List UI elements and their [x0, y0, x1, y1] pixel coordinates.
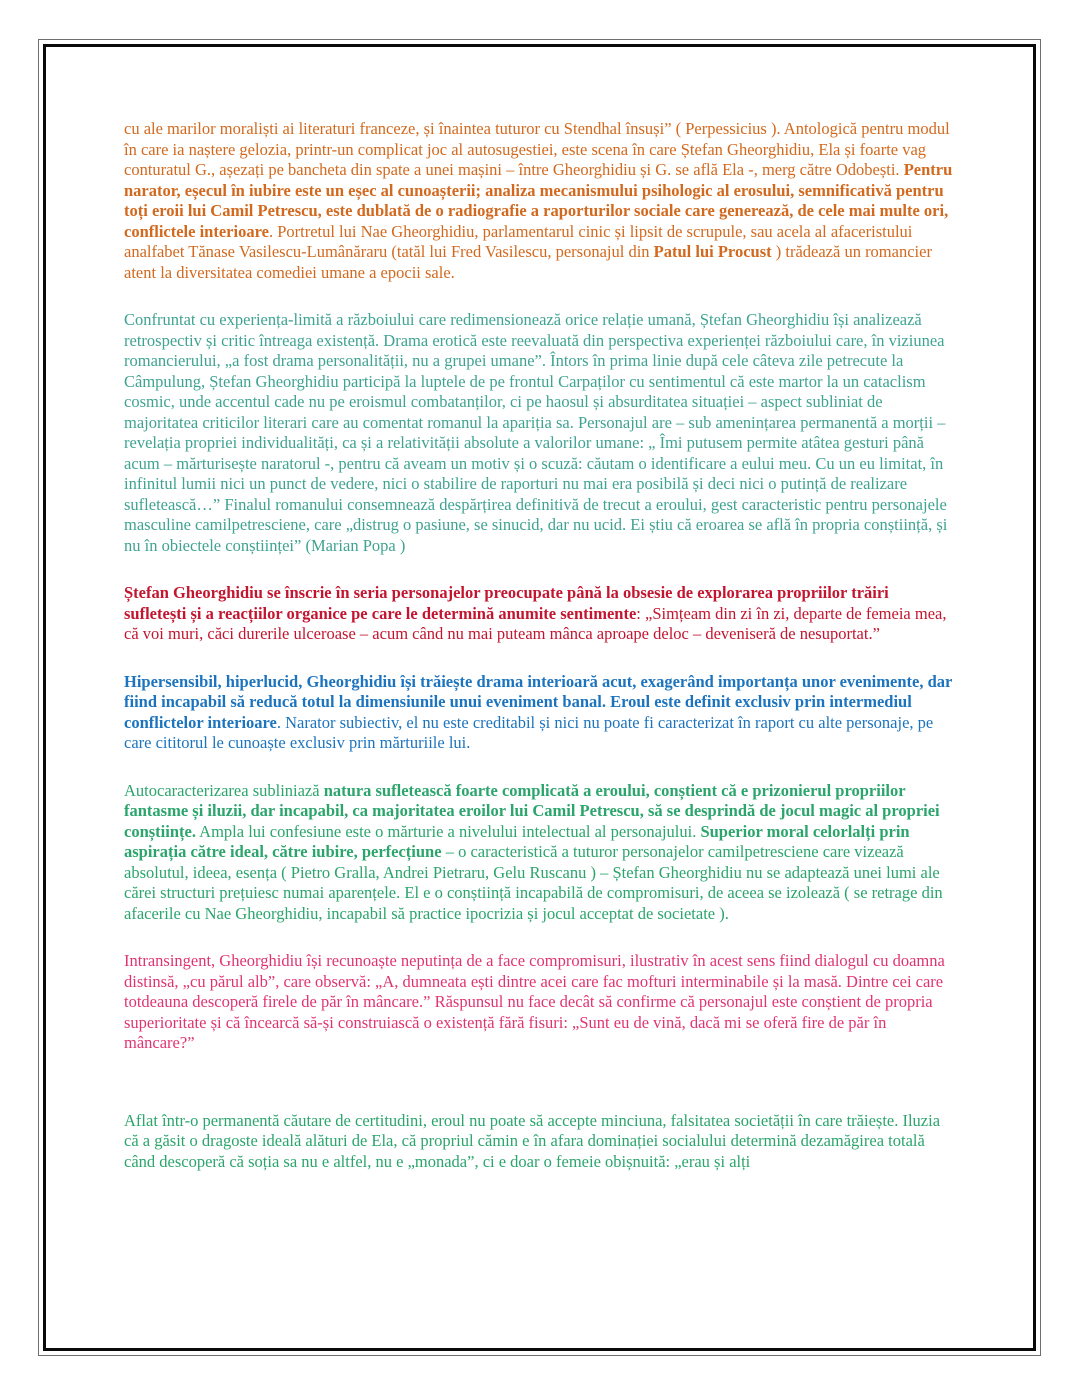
- text-run: Hipersensibil, hiperlucid, Gheorghidiu își trăiește drama interioară acut, exagerând importanța unor evenimente, dar fiind incapabil să reducă totul la dimensiunile unui eveniment banal. Eroul este definit exclusiv prin intermediul conflictelor interioare: [124, 671, 953, 732]
- text-run: . Portretul lui Nae Gheorghidiu, parlamentarul cinic și lipsit de scrupule, sau acela al afaceristului analfabet Tănase Vasilescu-Lumânăraru (tatăl lui Fred Vasilescu, personajul din: [124, 221, 913, 261]
- paragraph-gelozia-orange: [124, 119, 953, 283]
- text-run: Superior moral celorlalți prin aspirația către ideal, către iubire, perfecțiune: [124, 821, 910, 861]
- paragraph-experienta-limita-teal: [124, 310, 953, 556]
- document-body: [46, 47, 1033, 1348]
- paragraph-obsesie-red: [124, 583, 953, 645]
- text-run: Ampla lui confesiune este o mărturie a nivelului intelectual al personajului.: [195, 821, 701, 841]
- paragraph-cautare-certitudini-green: [124, 1111, 953, 1173]
- text-run: . Narator subiectiv, el nu este creditabil și nici nu poate fi caracterizat în raport cu alte personaje, pe care cititorul le cunoaște exclusiv prin mărturiile lui.: [124, 712, 934, 752]
- text-run: Autocaracterizarea subliniază: [124, 780, 324, 800]
- paragraph-intransingent-pink: [124, 951, 953, 1054]
- text-run: Intransingent, Gheorghidiu își recunoaște neputința de a face compromisuri, ilustrativ în acest sens fiind dialogul cu doamna distinsă, „cu părul alb”, care observă: „A, dumneata ești dintre acei care fac mofturi interminabile și la masă. Dintre cei care totdeauna descoperă firele de păr în mâncare.” Răspunsul nu face decât să confirme că personajul este conștient de propria superioritate și că încearcă să-și construiască o existență fără fisuri: „Sunt eu de vină, dacă mi se oferă fire de păr în mâncare?”: [124, 951, 945, 1052]
- text-run: Aflat într-o permanentă căutare de certitudini, eroul nu poate să accepte minciuna, falsitatea societății în care trăiește. Iluzia că a găsit o dragoste ideală alături de Ela, că propriul cămin e în afara dominației socialului determină dezamăgirea totală când descoperă că soția sa nu e altfel, nu e „monada”, ci e doar o femeie obișnuită: „erau și alți: [124, 1110, 941, 1171]
- paragraph-hipersensibil-blue: [124, 672, 953, 754]
- text-run: : „Simțeam din zi în zi, departe de femeia mea, că voi muri, căci durerile ulceroase – acum când nu mai puteam mânca aproape deloc – deveniseră de nesuportat.”: [124, 603, 947, 643]
- text-run: Ștefan Gheorghidiu se înscrie în seria personajelor preocupate până la obsesie de explorarea propriilor trăiri sufletești și a reacțiilor organice pe care le determină anumite sentimente: [124, 583, 889, 623]
- text-run: Confruntat cu experiența-limită a războiului care redimensionează orice relație umană, Ștefan Gheorghidiu își analizează retrospectiv și critic întreaga existență. Drama erotică este reevaluată din perspectiva experienței războiului care, în viziunea romancierului, „a fost drama personalității, nu a grupei umane”. Întors în prima linie după cele câteva zile petrecute la Câmpulung, Ștefan Gheorghidiu participă la luptele de pe frontul Carpaților cu sentimentul că este martor la un cataclism cosmic, unde accentul cade nu pe eroismul combatanților, ci pe haosul și absurditatea situației – aspect subliniat de majoritatea criticilor literari care au comentat romanul la apariția sa. Personajul are – sub amenințarea permanentă a morții – revelația propriei individualități, ca și a relativității absolute a valorilor umane: „ Îmi putusem permite atâtea gesturi până acum – mărturisește naratorul -, pentru că aveam un motiv și o scuză: căutam o identificare a eului meu. Cu un eu limitat, în infinitul lumii nici un punct de vedere, nici o stabilire de raporturi nu mai era posibilă și deci nici o putință de realizare sufletească…” Finalul romanului consemnează despărțirea definitivă de trecut a eroului, gest caracteristic pentru personajele masculine camilpetresciene, care „distrug o pasiune, se sinucid, dar nu ucid. Ei știu că eroarea se află în propria conștiință, și nu în obiectele conștiinței” (Marian Popa ): [124, 310, 948, 555]
- text-run: – o caracteristică a tuturor personajelor camilpetresciene care vizează absolutul, ideea, esența ( Pietro Gralla, Andrei Pietraru, Gelu Ruscanu ) – Ștefan Gheorghidiu nu se adaptează unei lumi ale cărei structuri prețuiesc numai aparențele. El e o conștiință incapabilă de compromisuri, de aceea se izolează ( se retrage din afacerile cu Nae Gheorghidiu, incapabil să practice ipocrizia și jocul acceptat de societate ).: [124, 842, 943, 923]
- text-run: cu ale marilor moraliști ai literaturi franceze, și înaintea tuturor cu Stendhal însuși” ( Perpessicius ). Antologică pentru modul în care ia naștere gelozia, printr-un complicat joc al autosugestiei, este scena în care Ștefan Gheorghidiu, Ela și foarte vag conturatul G., așezați pe bancheta din spate a unei mașini – între Gheorghidiu și G. se află Ela -, merg către Odobești.: [124, 119, 950, 179]
- paragraph-autocaracterizarea-green: [124, 781, 953, 925]
- text-run: ) trădează un romancier atent la diversitatea comediei umane a epocii sale.: [124, 242, 932, 282]
- page-border: [38, 39, 1041, 1356]
- page-border-inner: [43, 44, 1036, 1351]
- text-run: natura sufletească foarte complicată a eroului, conștient că e prizonierul propriilor fantasme și iluzii, dar incapabil, ca majoritatea eroilor lui Camil Petrescu, să se desprindă de jocul magic al propriei conștiințe.: [124, 780, 940, 841]
- text-run: Pentru narator, eșecul în iubire este un eșec al cunoașterii; analiza mecanismului psihologic al erosului, semnificativă pentru toți eroii lui Camil Petrescu, este dublată de o radiografie a raporturilor sociale care generează, de cele mai multe ori, conflictele interioare: [124, 160, 953, 241]
- text-run: Patul lui Procust: [653, 242, 772, 261]
